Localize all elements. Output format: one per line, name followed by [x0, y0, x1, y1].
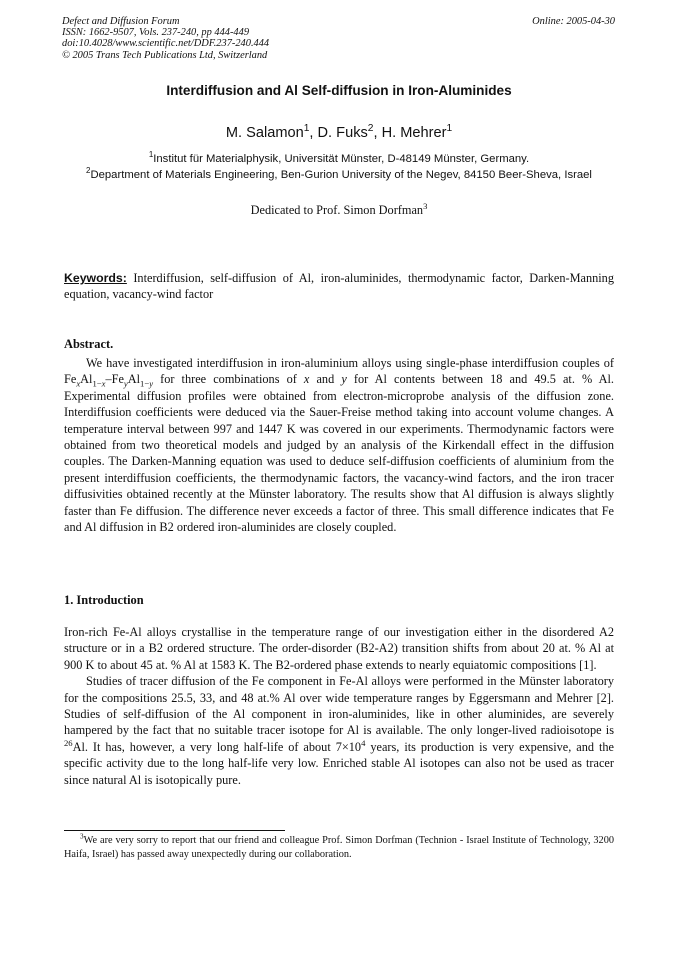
- author-mark: 2: [367, 123, 374, 135]
- variable-y: y: [341, 372, 347, 387]
- paper-title: Interdiffusion and Al Self-diffusion in Iron-Aluminides: [166, 83, 512, 98]
- affiliation-1: [0, 150, 678, 165]
- exponent: 4: [361, 737, 366, 748]
- variable-x: x: [303, 372, 310, 387]
- keywords-text: Interdiffusion, self-diffusion of Al, iron-aluminides, thermodynamic factor, Darken-Manning equation, vacancy-wind factor: [64, 271, 614, 302]
- intro-text: years, its production is very expensive, and the specific activity due to the long half-life very low. Enriched stable Al isotopes can also not be used as tracer since natural Al is isotopically pure.: [64, 739, 614, 787]
- abstract-text: We have investigated interdiffusion in iron-aluminium alloys using single-phase interdiffusion couples of: [86, 356, 614, 370]
- isotope-mass-number: 26: [64, 737, 73, 748]
- intro-text: Studies of tracer diffusion of the Fe component in Fe-Al alloys were performed in the Münster laboratory for the compositions 25.5, 33, and 48 at.% Al over wide temperature ranges by Eggersmann and Mehrer [2]. Studies of self-diffusion of the Al component in iron-aluminides, like in other aluminides, are severely hampered by the fact that no suitable tracer isotope for Al is available. The only longer-lived radioisotope is: [64, 674, 614, 738]
- abstract-text: and: [309, 372, 342, 387]
- abstract-heading: Abstract.: [64, 337, 114, 351]
- author-mark: 1: [446, 123, 453, 135]
- author-list: M. Salamon$^1$, D. Fuks$^2$, H. Mehrer$^1$: [225, 123, 453, 141]
- introduction-body: [64, 624, 614, 788]
- online-date: Online: 2005-04-30: [532, 16, 615, 27]
- author-name: H. Mehrer: [381, 125, 447, 141]
- journal-name: Defect and Diffusion Forum: [62, 16, 180, 27]
- footnote-rule: [64, 830, 285, 831]
- dedication-footnote-mark: 3: [423, 200, 428, 211]
- formula-couple: $Fe_xAl_{1-x}-Fe_yAl_{1-y}$: [64, 372, 154, 389]
- affiliation-text: Department of Materials Engineering, Ben-Gurion University of the Negev, 84150 Beer-Sheva, Israel: [90, 169, 592, 181]
- doi-line: doi:10.4028/www.scientific.net/DDF.237-240.444: [62, 38, 270, 50]
- abstract-text: for Al contents between 18 and 49.5 at. % Al. Experimental diffusion profiles were obtained from electron-microprobe analysis of the diffusion zone. Interdiffusion coefficients were deduced via the Sauer-Freise method taking into account volume changes. A temperature interval between 997 and 1447 K was covered in our experiments. Thermodynamic factors were obtained from two theoretical models and judged by an analysis of the Kirkendall effect in the diffusion couples. The Darken-Manning equation was used to deduce self-diffusion coefficients of aluminium from the present interdiffusion coefficients, the thermodynamic factors, the vacancy-wind factors, and the iron tracer diffusivities obtained recently at the Münster laboratory. The results show that Al diffusion is always slightly faster than Fe diffusion. The difference never exceeds a factor of three. This small difference indicates that Fe and Al diffusion in B2 ordered iron-aluminides are closely coupled.: [64, 372, 615, 535]
- intro-paragraph-2: [64, 673, 614, 788]
- abstract-body: [64, 355, 614, 535]
- keywords-block: [64, 270, 614, 303]
- section-heading-introduction: 1. Introduction: [64, 593, 144, 607]
- author-mark: 1: [303, 123, 310, 135]
- affiliation-text: Institut für Materialphysik, Universität Münster, D-48149 Münster, Germany.: [153, 153, 530, 165]
- author-name: D. Fuks: [317, 125, 368, 141]
- affiliation-2: [0, 166, 678, 181]
- abstract-text: for three combinations of: [153, 372, 304, 387]
- footnote: [64, 834, 614, 861]
- copyright-line: © 2005 Trans Tech Publications Ltd, Switzerland: [62, 49, 268, 61]
- footnote-text: We are very sorry to report that our friend and colleague Prof. Simon Dorfman (Technion - Israel Institute of Technology, 3200 Haifa, Israel) has passed away unexpectedly during our collaboration.: [64, 835, 614, 860]
- affiliation-mark: 1: [148, 150, 154, 160]
- affiliation-mark: 2: [86, 166, 91, 176]
- journal-header: [62, 16, 269, 61]
- intro-text: Al. It has, however, a very long half-life of about 7×10: [72, 739, 362, 754]
- dedication-text: Dedicated to Prof. Simon Dorfman: [250, 203, 424, 217]
- keywords-label: Keywords:: [64, 271, 127, 285]
- dedication: [0, 200, 678, 218]
- intro-paragraph-1: Iron-rich Fe-Al alloys crystallise in the temperature range of our investigation either in the disordered A2 structure or in a B2 ordered structure. The order-disorder (B2-A2) transition shifts from about 20 at. % Al at 900 K to about 45 at. % Al at 1583 K. The B2-ordered phase extends to nearly equiatomic compositions [1].: [64, 625, 614, 672]
- footnote-mark: 3: [80, 832, 84, 841]
- author-name: M. Salamon: [225, 125, 304, 141]
- issn-line: ISSN: 1662-9507, Vols. 237-240, pp 444-449: [62, 27, 250, 39]
